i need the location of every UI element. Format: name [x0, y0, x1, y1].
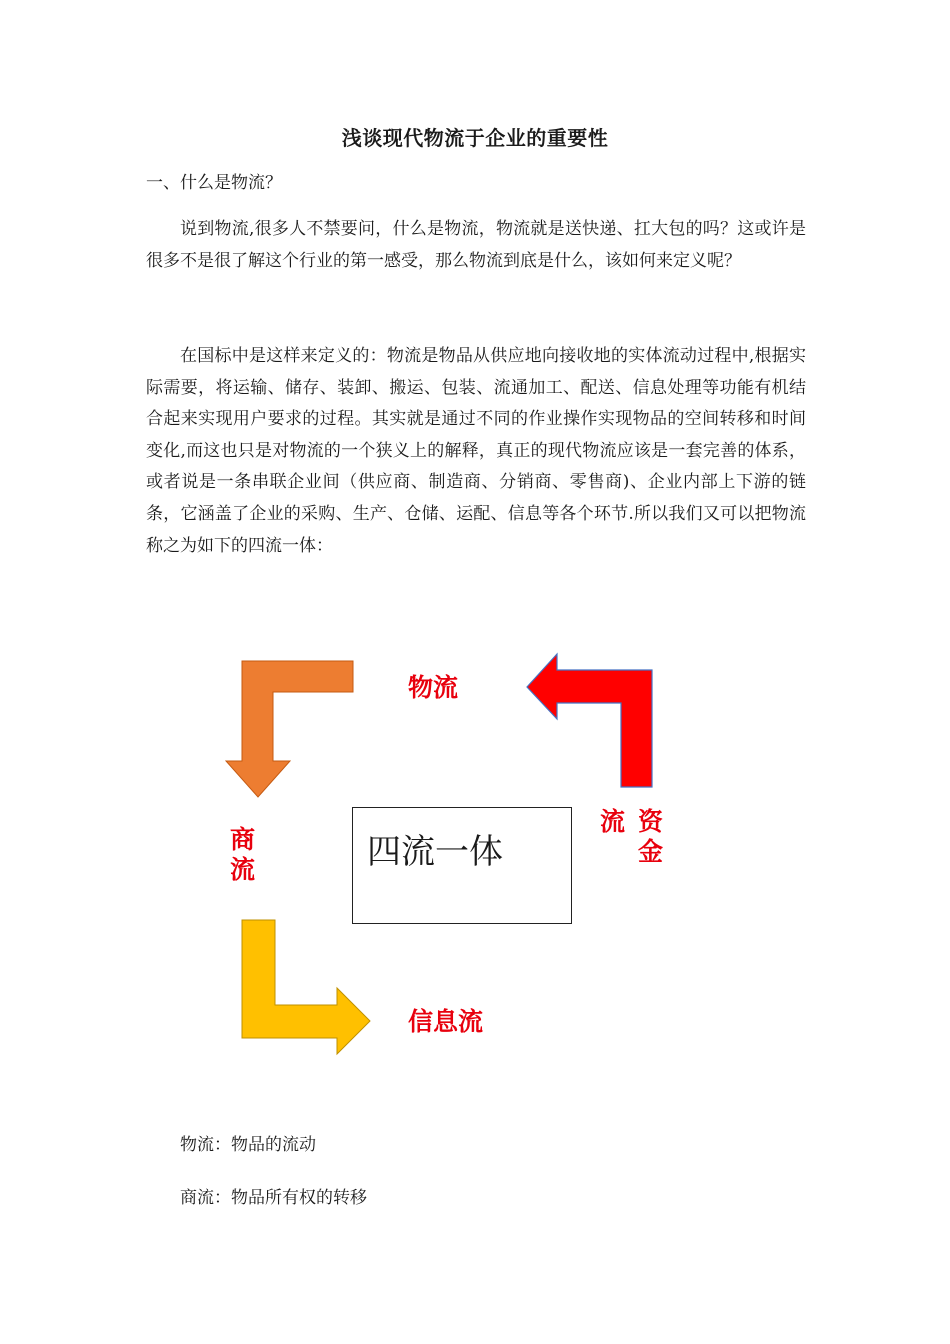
center-label: 四流一体: [367, 832, 503, 872]
orange-bent-arrow-icon: [226, 661, 353, 797]
section-heading: 一、什么是物流？: [146, 173, 282, 193]
label-zijin-bottom: 金: [638, 837, 664, 866]
definition-shangliu: 商流：物品所有权的转移: [180, 1188, 367, 1208]
label-xinxiliu: 信息流: [408, 1007, 484, 1036]
document-title: 浅谈现代物流于企业的重要性: [341, 126, 609, 150]
definition-wuliu: 物流：物品的流动: [180, 1135, 316, 1155]
label-zijin-top: 资: [638, 807, 664, 836]
label-shangliu-bottom: 流: [230, 855, 256, 884]
paragraph-definition: 在国标中是这样来定义的：物流是物品从供应地向接收地的实体流动过程中,根据实际需要，将运输、储存、装卸、搬运、包装、流通加工、配送、信息处理等功能有机结合起来实现用户要求的过程。其实就是通过不同的作业操作实现物品的空间转移和时间变化,而这也只是对物流的一个狭义上的解释，真正的现代物流应该是一套完善的体系，或者说是一条串联企业间（供应商、制造商、分销商、零售商)、企业内部上下游的链条，它涵盖了企业的采购、生产、仓储、运配、信息等各个环节.所以我们又可以把物流称之为如下的四流一体：: [146, 346, 806, 556]
yellow-bent-arrow-icon: [242, 920, 370, 1054]
paragraph-intro: 说到物流,很多人不禁要问，什么是物流，物流就是送快递、扛大包的吗？这或许是很多不是很了解这个行业的第一感受，那么物流到底是什么，该如何来定义呢？: [146, 219, 806, 271]
label-wuliu: 物流: [408, 673, 459, 702]
label-shangliu-top: 商: [230, 825, 256, 854]
label-zijin-liu: 流: [600, 807, 626, 836]
center-box: [352, 807, 572, 924]
red-bent-arrow-icon: [527, 654, 652, 787]
